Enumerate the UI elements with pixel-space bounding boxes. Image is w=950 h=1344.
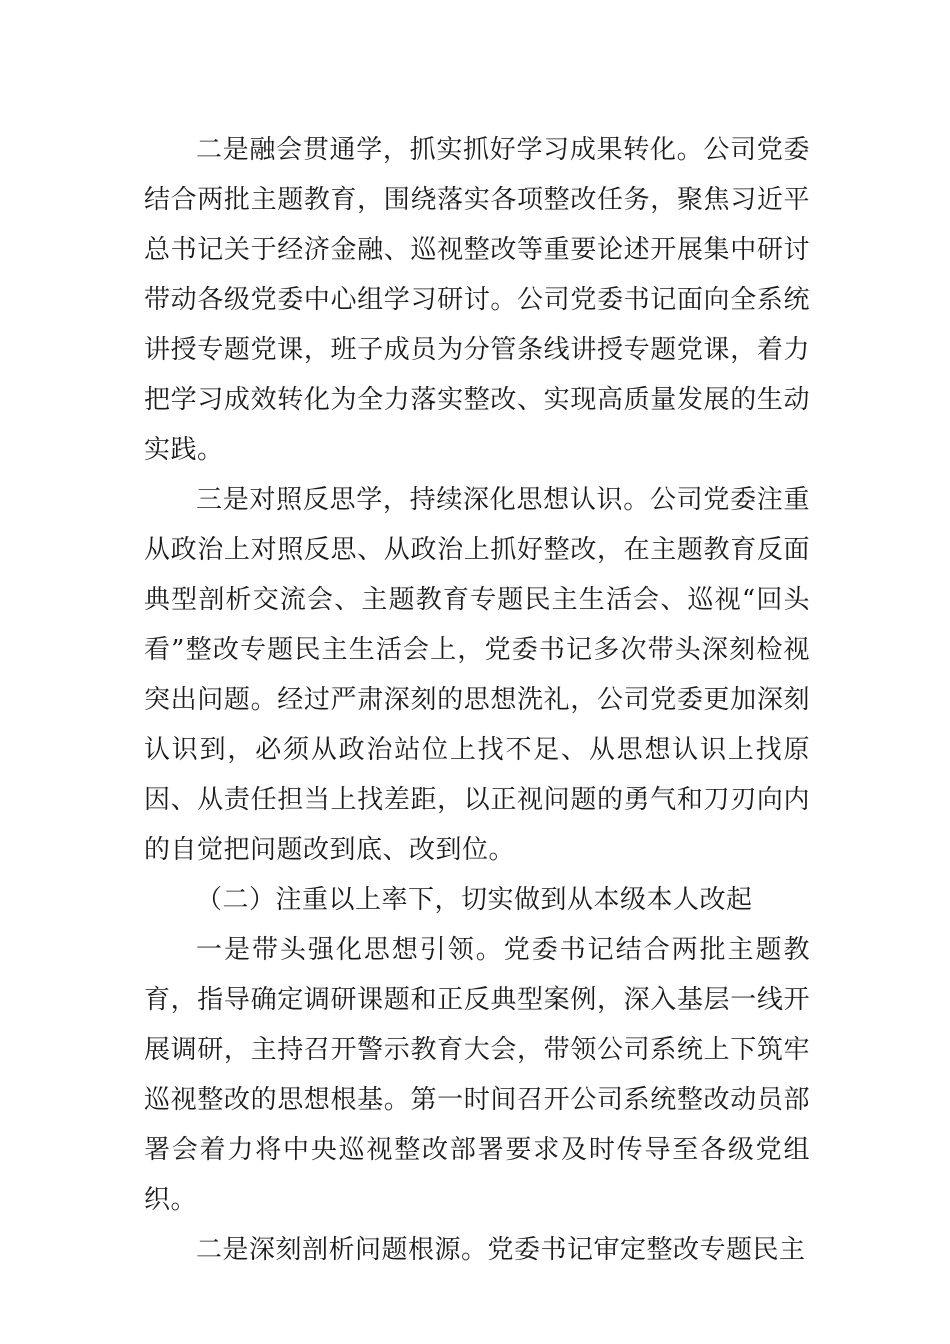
paragraph-reflection-study: 三是对照反思学，持续深化思想认识。公司党委注重从政治上对照反思、从政治上抓好整改，在主题教育反面典型剖析交流会、主题教育专题民主生活会、巡视“回头看”整改专题民主生活会上，党委书记多次带头深刻检视突出问题。经过严肃深刻的思想洗礼，公司党委更加深刻认识到，必须从政治站位上找不足、从思想认识上找原因、从责任担当上找差距，以正视问题的勇气和刀刃向内的自觉把问题改到底、改到位。 (144, 485, 810, 865)
paragraph-study-transformation: 二是融会贯通学，抓实抓好学习成果转化。公司党委结合两批主题教育，围绕落实各项整改任务，聚焦习近平总书记关于经济金融、巡视整改等重要论述开展集中研讨带动各级党委中心组学习研讨。公司党委书记面向全系统讲授专题党课，班子成员为分管条线讲授专题党课，着力把学习成效转化为全力落实整改、实现高质量发展的生动实践。 (144, 135, 810, 465)
paragraph-ideological-guidance: 一是带头强化思想引领。党委书记结合两批主题教育，指导确定调研课题和正反典型案例，深入基层一线开展调研，主持召开警示教育大会，带领公司系统上下筑牢巡视整改的思想根基。第一时间召开公司系统整改动员部署会着力将中央巡视整改部署要求及时传导至各级党组织。 (144, 935, 810, 1215)
paragraph-root-cause-analysis: 二是深刻剖析问题根源。党委书记审定整改专题民主 (196, 1235, 806, 1265)
section-heading-two: （二）注重以上率下，切实做到从本级本人改起 (196, 885, 753, 915)
document-body (144, 125, 810, 1275)
